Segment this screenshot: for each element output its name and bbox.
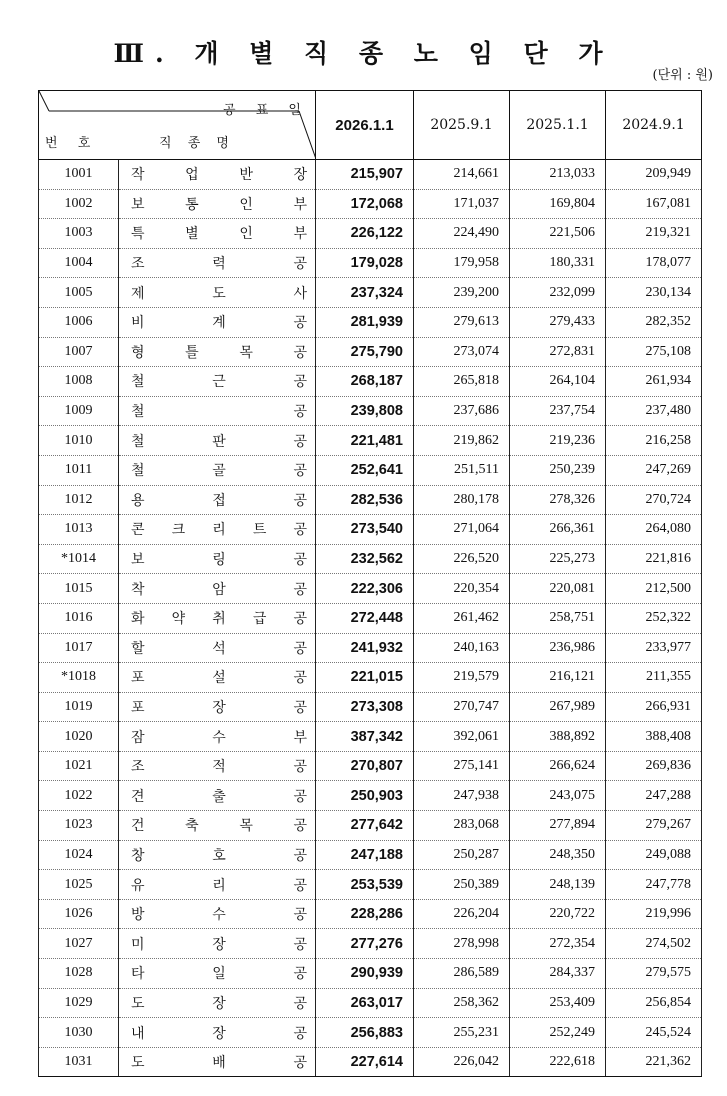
wage-current: 247,188 [316,840,414,870]
wage-previous: 256,854 [606,988,702,1018]
wage-current: 277,276 [316,929,414,959]
job-name: 착 암 공 [119,574,316,604]
wage-previous: 230,134 [606,278,702,308]
wage-current: 221,481 [316,426,414,456]
wage-previous: 237,686 [414,396,510,426]
wage-previous: 247,269 [606,455,702,485]
job-code: 1031 [39,1047,119,1077]
wage-previous: 250,287 [414,840,510,870]
table-row [39,544,702,574]
table-row [39,988,702,1018]
job-name: 제 도 사 [119,278,316,308]
table-row [39,811,702,841]
wage-previous: 219,996 [606,899,702,929]
wage-previous: 279,433 [510,307,606,337]
wage-current: 268,187 [316,367,414,397]
wage-previous: 279,575 [606,959,702,989]
wage-previous: 171,037 [414,189,510,219]
wage-previous: 272,831 [510,337,606,367]
job-name: 타 일 공 [119,959,316,989]
wage-previous: 264,080 [606,515,702,545]
job-name: 철 공 [119,396,316,426]
job-name: 보 통 인 부 [119,189,316,219]
table-row [39,485,702,515]
wage-previous: 282,352 [606,307,702,337]
wage-previous: 178,077 [606,248,702,278]
wage-previous: 261,462 [414,603,510,633]
table-header-row [39,91,702,160]
wage-current: 239,808 [316,396,414,426]
job-code: 1023 [39,811,119,841]
job-code: *1014 [39,544,119,574]
wage-previous: 252,249 [510,1018,606,1048]
table-row [39,1018,702,1048]
wage-current: 253,539 [316,870,414,900]
job-name: 비 계 공 [119,307,316,337]
table-row [39,307,702,337]
wage-previous: 275,108 [606,337,702,367]
wage-current: 250,903 [316,781,414,811]
job-name: 창 호 공 [119,840,316,870]
wage-previous: 247,938 [414,781,510,811]
wage-previous: 248,139 [510,870,606,900]
wage-previous: 220,081 [510,574,606,604]
wage-previous: 179,958 [414,248,510,278]
table-row [39,959,702,989]
wage-previous: 214,661 [414,160,510,190]
wage-previous: 266,361 [510,515,606,545]
job-name: 견 출 공 [119,781,316,811]
job-code: 1017 [39,633,119,663]
wage-current: 282,536 [316,485,414,515]
page-title: Ⅲ. 개 별 직 종 노 임 단 가 [113,39,614,68]
corner-date-label: 공 표 일 [223,103,309,118]
wage-previous: 225,273 [510,544,606,574]
wage-current: 237,324 [316,278,414,308]
wage-previous: 250,389 [414,870,510,900]
date-header-current: 2026.1.1 [316,91,414,160]
table-row [39,515,702,545]
job-code: 1024 [39,840,119,870]
job-name: 건 축 목 공 [119,811,316,841]
wage-previous: 211,355 [606,663,702,693]
wage-previous: 243,075 [510,781,606,811]
job-code: 1026 [39,899,119,929]
wage-previous: 219,321 [606,219,702,249]
wage-current: 232,562 [316,544,414,574]
wage-previous: 264,104 [510,367,606,397]
wage-previous: 272,354 [510,929,606,959]
table-row [39,367,702,397]
job-code: 1005 [39,278,119,308]
table-row [39,722,702,752]
job-name: 도 장 공 [119,988,316,1018]
wage-previous: 284,337 [510,959,606,989]
job-name: 포 설 공 [119,663,316,693]
date-header: 2024.9.1 [606,91,702,160]
wage-current: 215,907 [316,160,414,190]
wage-current: 290,939 [316,959,414,989]
wage-previous: 236,986 [510,633,606,663]
job-code: 1016 [39,603,119,633]
wage-previous: 216,258 [606,426,702,456]
wage-previous: 253,409 [510,988,606,1018]
wage-previous: 252,322 [606,603,702,633]
job-name: 방 수 공 [119,899,316,929]
wage-previous: 239,200 [414,278,510,308]
job-code: 1011 [39,455,119,485]
table-body [39,160,702,1077]
job-code: 1028 [39,959,119,989]
wage-previous: 267,989 [510,692,606,722]
wage-previous: 216,121 [510,663,606,693]
job-code: 1010 [39,426,119,456]
corner-header [39,91,316,160]
wage-current: 281,939 [316,307,414,337]
wage-previous: 278,326 [510,485,606,515]
wage-previous: 250,239 [510,455,606,485]
unit-label: (단위 : 원) [652,68,713,83]
wage-current: 172,068 [316,189,414,219]
wage-previous: 286,589 [414,959,510,989]
wage-current: 252,641 [316,455,414,485]
job-code: 1006 [39,307,119,337]
job-code: 1007 [39,337,119,367]
wage-previous: 270,747 [414,692,510,722]
job-name: 작 업 반 장 [119,160,316,190]
job-name: 도 배 공 [119,1047,316,1077]
wage-previous: 266,931 [606,692,702,722]
job-name: 잠 수 부 [119,722,316,752]
wage-previous: 277,894 [510,811,606,841]
wage-previous: 255,231 [414,1018,510,1048]
wage-previous: 266,624 [510,751,606,781]
wage-previous: 221,362 [606,1047,702,1077]
wage-current: 227,614 [316,1047,414,1077]
date-header: 2025.1.1 [510,91,606,160]
job-code: *1018 [39,663,119,693]
wage-current: 273,308 [316,692,414,722]
wage-previous: 220,354 [414,574,510,604]
job-code: 1015 [39,574,119,604]
table-row [39,574,702,604]
wage-previous: 249,088 [606,840,702,870]
wage-previous: 219,862 [414,426,510,456]
wage-previous: 247,778 [606,870,702,900]
wage-previous: 392,061 [414,722,510,752]
wage-previous: 213,033 [510,160,606,190]
table-row [39,426,702,456]
wage-previous: 248,350 [510,840,606,870]
wage-previous: 212,500 [606,574,702,604]
job-name: 특 별 인 부 [119,219,316,249]
date-header: 2025.9.1 [414,91,510,160]
job-code: 1002 [39,189,119,219]
table-row [39,278,702,308]
job-code: 1012 [39,485,119,515]
wage-previous: 279,613 [414,307,510,337]
wage-previous: 169,804 [510,189,606,219]
wage-previous: 233,977 [606,633,702,663]
wage-previous: 209,949 [606,160,702,190]
job-name: 조 력 공 [119,248,316,278]
wage-current: 226,122 [316,219,414,249]
table-row [39,899,702,929]
job-name: 화 약 취 급 공 [119,603,316,633]
wage-current: 221,015 [316,663,414,693]
table-row [39,1047,702,1077]
wage-previous: 261,934 [606,367,702,397]
wage-previous: 269,836 [606,751,702,781]
job-name: 유 리 공 [119,870,316,900]
wage-previous: 237,754 [510,396,606,426]
job-name: 조 적 공 [119,751,316,781]
table-row [39,692,702,722]
wage-previous: 222,618 [510,1047,606,1077]
wage-previous: 271,064 [414,515,510,545]
wage-previous: 245,524 [606,1018,702,1048]
wage-previous: 237,480 [606,396,702,426]
wage-previous: 275,141 [414,751,510,781]
wage-previous: 388,408 [606,722,702,752]
wage-previous: 283,068 [414,811,510,841]
table-row [39,929,702,959]
job-code: 1030 [39,1018,119,1048]
wage-previous: 258,751 [510,603,606,633]
wage-previous: 180,331 [510,248,606,278]
wage-previous: 274,502 [606,929,702,959]
wage-previous: 270,724 [606,485,702,515]
wage-previous: 219,579 [414,663,510,693]
table-row [39,455,702,485]
table-row [39,633,702,663]
wage-current: 228,286 [316,899,414,929]
wage-previous: 240,163 [414,633,510,663]
wage-previous: 265,818 [414,367,510,397]
job-code: 1008 [39,367,119,397]
job-name: 콘 크 리 트 공 [119,515,316,545]
wage-previous: 247,288 [606,781,702,811]
wage-previous: 167,081 [606,189,702,219]
wage-current: 179,028 [316,248,414,278]
wage-current: 222,306 [316,574,414,604]
job-code: 1003 [39,219,119,249]
wage-previous: 258,362 [414,988,510,1018]
wage-previous: 278,998 [414,929,510,959]
table-row [39,189,702,219]
job-name: 형 틀 목 공 [119,337,316,367]
wage-previous: 224,490 [414,219,510,249]
corner-number-label: 번 호 [45,136,99,151]
wage-current: 263,017 [316,988,414,1018]
job-code: 1021 [39,751,119,781]
job-name: 보 링 공 [119,544,316,574]
job-code: 1022 [39,781,119,811]
job-name: 포 장 공 [119,692,316,722]
wage-previous: 232,099 [510,278,606,308]
wage-current: 241,932 [316,633,414,663]
job-name: 내 장 공 [119,1018,316,1048]
table-row [39,603,702,633]
wage-current: 273,540 [316,515,414,545]
wage-previous: 220,722 [510,899,606,929]
wage-previous: 251,511 [414,455,510,485]
job-name: 철 판 공 [119,426,316,456]
table-row [39,870,702,900]
table-row [39,337,702,367]
wage-current: 277,642 [316,811,414,841]
wage-current: 256,883 [316,1018,414,1048]
job-name: 철 근 공 [119,367,316,397]
table-row [39,663,702,693]
job-code: 1001 [39,160,119,190]
wage-current: 387,342 [316,722,414,752]
job-code: 1019 [39,692,119,722]
job-name: 철 골 공 [119,455,316,485]
job-name: 할 석 공 [119,633,316,663]
job-code: 1013 [39,515,119,545]
table-row [39,219,702,249]
table-row [39,781,702,811]
job-code: 1029 [39,988,119,1018]
job-code: 1027 [39,929,119,959]
table-row [39,396,702,426]
job-code: 1025 [39,870,119,900]
job-name: 용 접 공 [119,485,316,515]
wage-previous: 279,267 [606,811,702,841]
wage-current: 272,448 [316,603,414,633]
job-code: 1009 [39,396,119,426]
wage-current: 270,807 [316,751,414,781]
table-row [39,160,702,190]
wage-previous: 226,042 [414,1047,510,1077]
wage-previous: 219,236 [510,426,606,456]
job-name: 미 장 공 [119,929,316,959]
table-row [39,248,702,278]
job-code: 1004 [39,248,119,278]
table-row [39,840,702,870]
wage-table [38,90,702,1077]
wage-previous: 388,892 [510,722,606,752]
wage-previous: 221,506 [510,219,606,249]
wage-previous: 226,520 [414,544,510,574]
wage-previous: 221,816 [606,544,702,574]
table-row [39,751,702,781]
wage-current: 275,790 [316,337,414,367]
job-code: 1020 [39,722,119,752]
corner-job-label: 직 종 명 [159,136,235,151]
wage-previous: 226,204 [414,899,510,929]
wage-previous: 273,074 [414,337,510,367]
wage-previous: 280,178 [414,485,510,515]
